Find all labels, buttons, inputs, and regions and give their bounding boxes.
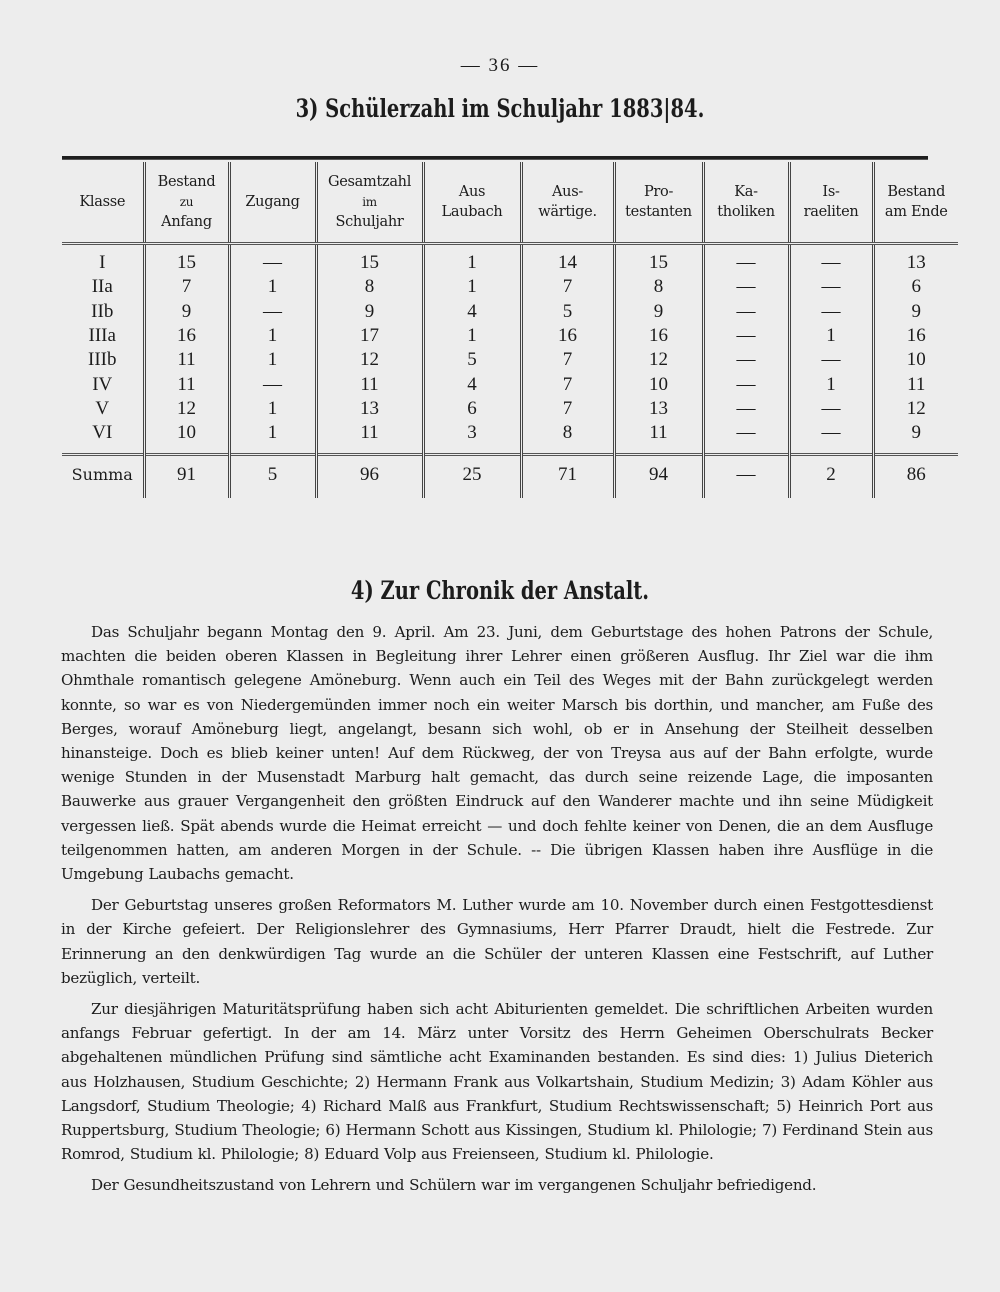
- cell: 1: [789, 372, 873, 396]
- cell: 8: [521, 421, 614, 455]
- cell: 12: [316, 348, 423, 372]
- cell: —: [789, 244, 873, 276]
- chronik-body: [61, 620, 933, 1198]
- enrollment-table-container: [62, 156, 948, 498]
- paragraph-maturitaet: Zur diesjährigen Maturitätsprüfung haben sich acht Abiturienten gemeldet. Die schriftlichen Arbeiten wurden anfangs Februar gefertigt. In der am 14. März unter Vorsitz des Herrn Geheimen Oberschulrats Becker abgehaltenen mündlichen Prüfung sind sämtliche acht Examinanden bestanden. Es sind dies: 1) Julius Dieterich aus Holzhausen, Studium Geschichte; 2) Hermann Frank aus Volkartshain, Studium Medizin; 3) Adam Köhler aus Langsdorf, Studium Theologie; 4) Richard Malß aus Frankfurt, Studium Rechtswissenschaft; 5) Heinrich Port aus Ruppertsburg, Studium Theologie; 6) Hermann Schott aus Kissingen, Studium kl. Philologie; 7) Ferdinand Stein aus Romrod, Studium kl. Philologie; 8) Eduard Volp aus Freienseen, Studium kl. Philologie.: [61, 1000, 933, 1164]
- header-auswaertige: Aus- wärtige.: [521, 162, 614, 244]
- cell-total: 86: [873, 455, 958, 499]
- header-bestand-anfang: Bestand zu Anfang: [144, 162, 229, 244]
- cell: 1: [789, 324, 873, 348]
- cell: 1: [229, 324, 316, 348]
- cell: —: [789, 300, 873, 324]
- header-gesamtzahl: Gesamtzahl im Schuljahr: [316, 162, 423, 244]
- table-total-row: [62, 455, 958, 499]
- page-number: — 36 —: [460, 55, 540, 76]
- cell: 10: [614, 372, 703, 396]
- cell: —: [789, 275, 873, 299]
- header-israeliten: Is- raeliten: [789, 162, 873, 244]
- cell-klasse: IIa: [91, 276, 113, 298]
- cell: 11: [873, 372, 958, 396]
- cell: 16: [873, 324, 958, 348]
- cell-total: 96: [316, 455, 423, 499]
- cell: —: [789, 397, 873, 421]
- cell: —: [229, 300, 316, 324]
- table-row: [62, 244, 958, 276]
- cell: 15: [614, 244, 703, 276]
- cell: 1: [229, 275, 316, 299]
- cell-total: 2: [789, 455, 873, 499]
- cell: —: [703, 324, 789, 348]
- cell: 9: [873, 421, 958, 455]
- cell: 12: [873, 397, 958, 421]
- header-klasse: Klasse: [62, 162, 144, 244]
- cell-klasse: V: [95, 397, 110, 419]
- header-aus-laubach: Aus Laubach: [423, 162, 521, 244]
- paragraph-luther: Der Geburtstag unseres großen Reformators M. Luther wurde am 10. November durch einen Festgottesdienst in der Kirche gefeiert. Der Religionslehrer des Gymnasiums, Herr Pfarrer Draudt, hielt die Festrede. Zur Erinnerung an den denkwürdigen Tag wurde an die Schüler der unteren Klassen eine Festschrift, auf Luther bezüglich, verteilt.: [61, 896, 933, 987]
- cell: —: [703, 348, 789, 372]
- section-title-schuelerzahl: 3) Schülerzahl im Schuljahr 1883|84.: [295, 94, 705, 123]
- cell: —: [703, 244, 789, 276]
- cell: 1: [229, 397, 316, 421]
- cell: 17: [316, 324, 423, 348]
- table-row: [62, 421, 958, 455]
- cell: 11: [614, 421, 703, 455]
- table-row: [62, 372, 958, 396]
- cell: 12: [144, 397, 229, 421]
- cell: 12: [614, 348, 703, 372]
- cell: 4: [423, 300, 521, 324]
- cell: 9: [873, 300, 958, 324]
- table-row: [62, 275, 958, 299]
- cell: 5: [423, 348, 521, 372]
- cell: 7: [521, 372, 614, 396]
- cell: —: [229, 244, 316, 276]
- cell: 16: [521, 324, 614, 348]
- cell: 16: [144, 324, 229, 348]
- cell-total: 5: [229, 455, 316, 499]
- cell: 5: [521, 300, 614, 324]
- cell: 4: [423, 372, 521, 396]
- header-bestand-ende: Bestand am Ende: [873, 162, 958, 244]
- cell: —: [789, 348, 873, 372]
- cell: 1: [423, 244, 521, 276]
- cell: 7: [521, 397, 614, 421]
- cell: 11: [316, 421, 423, 455]
- cell: 1: [423, 324, 521, 348]
- cell: 1: [423, 275, 521, 299]
- cell: 8: [316, 275, 423, 299]
- cell: 9: [614, 300, 703, 324]
- cell-klasse: IV: [92, 373, 113, 395]
- cell: 15: [316, 244, 423, 276]
- cell: —: [703, 300, 789, 324]
- header-protestanten: Pro- testanten: [614, 162, 703, 244]
- cell: 10: [144, 421, 229, 455]
- cell: 13: [614, 397, 703, 421]
- cell: 14: [521, 244, 614, 276]
- cell: 15: [144, 244, 229, 276]
- header-katholiken: Ka- tholiken: [703, 162, 789, 244]
- section-title-chronik: 4) Zur Chronik der Anstalt.: [350, 576, 650, 605]
- cell: 10: [873, 348, 958, 372]
- cell-klasse: IIb: [91, 300, 114, 322]
- table-row: [62, 324, 958, 348]
- cell: 1: [229, 421, 316, 455]
- header-zugang: Zugang: [229, 162, 316, 244]
- cell: 7: [521, 275, 614, 299]
- cell: —: [789, 421, 873, 455]
- cell-total: 94: [614, 455, 703, 499]
- cell: —: [703, 372, 789, 396]
- cell: 13: [316, 397, 423, 421]
- cell-total: 91: [144, 455, 229, 499]
- cell-klasse: IIIa: [88, 325, 116, 347]
- paragraph-ausflug: Das Schuljahr begann Montag den 9. April. Am 23. Juni, dem Geburtstage des hohen Patrons der Schule, machten die beiden oberen Klassen in Begleitung ihrer Lehrer einen größeren Ausflug. Ihr Ziel war die ihm Ohmthale romantisch gelegene Amöneburg. Wenn auch ein Teil des Weges mit der Bahn zurückgelegt werden konnte, so war es von Niedergemünden immer noch ein weiter Marsch bis dorthin, und mancher, am Fuße des Berges, worauf Amöneburg liegt, angelangt, besann sich wohl, ob er in Ansehung der Steilheit desselben hinansteige. Doch es blieb keiner unten! Auf dem Rückweg, der von Treysa aus auf der Bahn erfolgte, wurde wenige Stunden in der Musenstadt Marburg halt gemacht, das durch seine reizende Lage, die imposanten Bauwerke aus grauer Vergangenheit den größten Eindruck auf den Wanderer machte und ihn seine Müdigkeit vergessen ließ. Spät abends wurde die Heimat erreicht — und doch fehlte keiner von Denen, die an dem Ausfluge teilgenommen hatten, am anderen Morgen in der Schule. -- Die übrigen Klassen haben ihre Ausflüge in die Umgebung Laubachs gemacht.: [61, 623, 933, 884]
- cell: 6: [873, 275, 958, 299]
- cell: —: [703, 275, 789, 299]
- cell-total: —: [703, 455, 789, 499]
- table-row: [62, 348, 958, 372]
- table-header-row: [62, 162, 958, 244]
- cell: 11: [316, 372, 423, 396]
- cell: 1: [229, 348, 316, 372]
- cell-klasse: IIIb: [88, 349, 117, 371]
- cell: 11: [144, 372, 229, 396]
- cell: 8: [614, 275, 703, 299]
- cell-klasse: VI: [92, 422, 113, 444]
- cell: 3: [423, 421, 521, 455]
- cell: 11: [144, 348, 229, 372]
- cell-total: 71: [521, 455, 614, 499]
- table-top-rule: [62, 156, 928, 160]
- cell: —: [703, 421, 789, 455]
- cell: 6: [423, 397, 521, 421]
- cell: 9: [316, 300, 423, 324]
- cell: 7: [521, 348, 614, 372]
- cell: —: [229, 372, 316, 396]
- cell: 13: [873, 244, 958, 276]
- cell: 16: [614, 324, 703, 348]
- cell: —: [703, 397, 789, 421]
- cell-klasse: I: [99, 252, 106, 274]
- cell-total: 25: [423, 455, 521, 499]
- table-row: [62, 397, 958, 421]
- paragraph-gesundheit: Der Gesundheitszustand von Lehrern und Schülern war im vergangenen Schuljahr befriedigend.: [91, 1176, 817, 1195]
- cell: 7: [144, 275, 229, 299]
- table-row: [62, 300, 958, 324]
- cell: 9: [144, 300, 229, 324]
- enrollment-table: [62, 162, 958, 498]
- cell-summa-label: Summa: [62, 455, 144, 499]
